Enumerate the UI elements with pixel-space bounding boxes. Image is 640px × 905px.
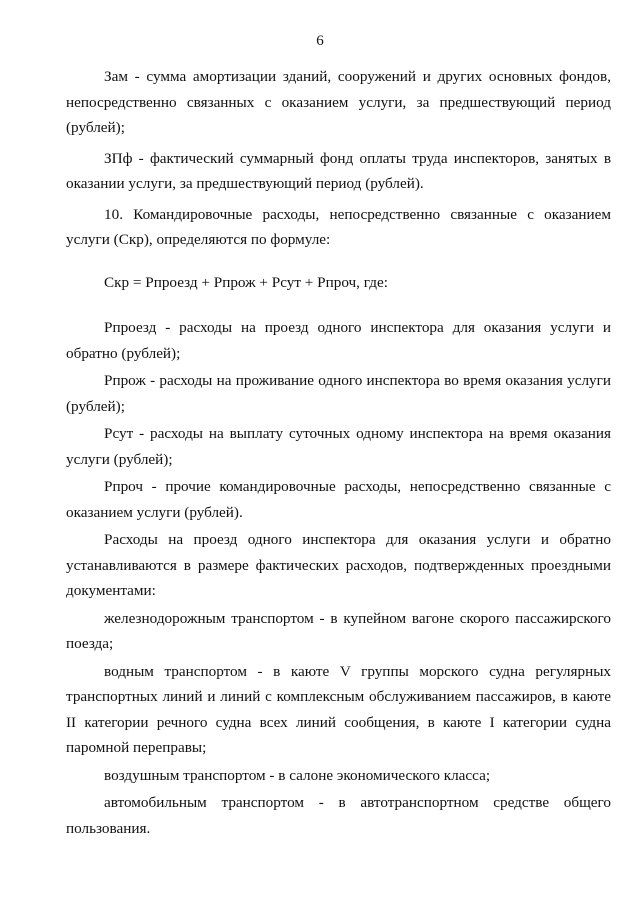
document-body <box>66 64 611 841</box>
paragraph-zam: Зам - сумма амортизации зданий, сооружений и других основных фондов, непосредственно связанных с оказанием услуги, за предшествующий период (рублей); <box>66 68 611 136</box>
paragraph-travel-expenses: Расходы на проезд одного инспектора для оказания услуги и обратно устанавливаются в размере фактических расходов, подтвержденных проездными документами: <box>66 531 611 599</box>
paragraph-rprozh: Рпрож - расходы на проживание одного инспектора во время оказания услуги (рублей); <box>66 372 611 415</box>
paragraph-air-transport: воздушным транспортом - в салоне экономического класса; <box>104 766 491 784</box>
paragraph-water-transport: водным транспортом - в каюте V группы морского судна регулярных транспортных линий и линий с комплексным обслуживанием пассажиров, в каюте II категории речного судна всех линий сообщения, в каюте I категории судна паромной переправы; <box>66 662 611 756</box>
paragraph-zpf: ЗПф - фактический суммарный фонд оплаты труда инспекторов, занятых в оказании услуги, за предшествующий период (рублей). <box>66 149 611 192</box>
paragraph-rsut: Рсут - расходы на выплату суточных одному инспектора на время оказания услуги (рублей); <box>66 425 611 468</box>
paragraph-item-10: 10. Командировочные расходы, непосредственно связанные с оказанием услуги (Скр), определяются по формуле: <box>66 205 611 248</box>
page-number: 6 <box>316 33 324 49</box>
paragraph-road-transport: автомобильным транспортом - в автотранспортном средстве общего пользования. <box>66 794 611 837</box>
formula-skr: Скр = Рпроезд + Рпрож + Рсут + Рпроч, где: <box>104 273 388 291</box>
paragraph-rail-transport: железнодорожным транспортом - в купейном вагоне скорого пассажирского поезда; <box>66 609 611 652</box>
paragraph-rproezd: Рпроезд - расходы на проезд одного инспектора для оказания услуги и обратно (рублей); <box>66 319 611 362</box>
paragraph-rproch: Рпроч - прочие командировочные расходы, непосредственно связанные с оказанием услуги (рублей). <box>66 478 611 521</box>
